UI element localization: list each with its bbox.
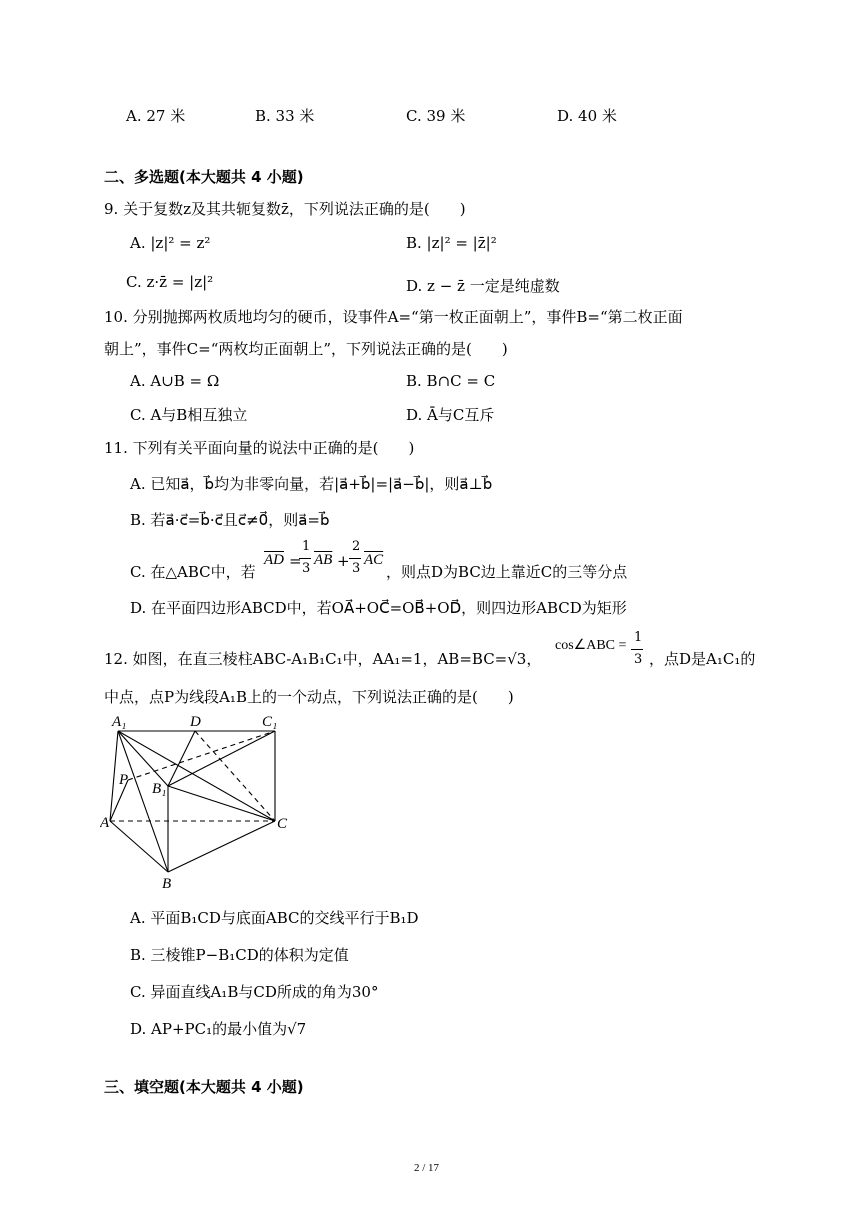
q11-option-a: A. 已知a⃗，b⃗均为非零向量，若|a⃗+b⃗|=|a⃗−b⃗|，则a⃗⊥b⃗ — [130, 475, 493, 493]
q10-option-a: A. A∪B = Ω — [130, 372, 220, 390]
q11-stem: 11. 下列有关平面向量的说法中正确的是( ) — [104, 439, 415, 457]
label-p: P — [119, 772, 129, 788]
fraction-1-denominator: 3 — [302, 561, 311, 576]
equals-sign: = — [289, 552, 302, 570]
edge-a1-a — [110, 731, 118, 821]
section-2-title: 二、多选题(本大题共 4 小题) — [104, 168, 304, 186]
cos-fraction-bar — [631, 649, 643, 650]
q9-option-c: C. z·z̄ = |z|² — [126, 273, 214, 291]
q10-option-b: B. B∩C = C — [406, 372, 496, 390]
label-c1: C₁ — [262, 714, 278, 730]
label-a: A — [100, 815, 110, 831]
q10-option-c: C. A与B相互独立 — [130, 406, 248, 424]
q10-stem-line1: 10. 分别抛掷两枚质地均匀的硬币，设事件A=“第一枚正面朝上”，事件B=“第二枚正面 — [104, 308, 683, 326]
q9-stem: 9. 关于复数z及其共轭复数z̄，下列说法正确的是( ) — [104, 200, 466, 218]
segment-a1-b — [118, 731, 168, 872]
fraction-2-bar — [349, 558, 361, 559]
cos-denominator: 3 — [634, 652, 643, 667]
q12-stem-line1-suffix: ，点D是A₁C₁的 — [649, 650, 756, 668]
plus-sign: + — [337, 552, 350, 570]
q11-option-c-suffix: ，则点D为BC边上靠近C的三等分点 — [386, 563, 628, 581]
vector-ad: $\overline{AD}$ — [264, 552, 284, 568]
q12-option-c: C. 异面直线A₁B与CD所成的角为30° — [130, 983, 379, 1001]
q11-option-b: B. 若a⃗·c⃗=b⃗·c⃗且c⃗≠0⃗，则a⃗=b⃗ — [130, 511, 330, 529]
q8-option-c: C. 39 米 — [406, 107, 466, 125]
section-3-title: 三、填空题(本大题共 4 小题) — [104, 1078, 304, 1096]
label-b: B — [162, 876, 172, 892]
vector-ab: $\overline{AB}$ — [314, 552, 333, 568]
q10-option-d: D. Ā与C互斥 — [406, 406, 495, 424]
cos-lhs: cos∠ABC = — [555, 638, 627, 653]
fraction-1-numerator: 1 — [302, 539, 311, 554]
q12-option-b: B. 三棱锥P−B₁CD的体积为定值 — [130, 946, 349, 964]
q9-option-a: A. |z|² = z² — [130, 234, 211, 252]
q11-option-c-prefix: C. 在△ABC中，若 — [130, 563, 256, 581]
label-a1: A₁ — [112, 714, 127, 730]
vector-ac: $\overline{AC}$ — [364, 552, 384, 568]
cos-numerator: 1 — [634, 630, 643, 645]
q12-stem-line2: 中点，点P为线段A₁B上的一个动点，下列说法正确的是( ) — [104, 688, 514, 706]
label-c: C — [277, 816, 288, 832]
fraction-2-numerator: 2 — [352, 539, 361, 554]
q10-stem-line2: 朝上”，事件C=“两枚均正面朝上”，下列说法正确的是( ) — [104, 340, 508, 358]
q11-option-d: D. 在平面四边形ABCD中，若OA⃗+OC⃗=OB⃗+OD⃗，则四边形ABCD为矩形 — [130, 599, 627, 617]
prism-figure — [100, 710, 300, 895]
q8-option-d: D. 40 米 — [557, 107, 617, 125]
q9-option-d: D. z − z̄ 一定是纯虚数 — [406, 277, 560, 295]
label-d: D — [190, 714, 201, 730]
page-number: 2 / 17 — [414, 1162, 440, 1174]
q12-option-d: D. AP+PC₁的最小值为√7 — [130, 1020, 307, 1038]
q8-option-a: A. 27 米 — [126, 107, 186, 125]
q9-option-b: B. |z|² = |z̄|² — [406, 234, 497, 252]
fraction-1-bar — [299, 558, 311, 559]
edge-b-c — [168, 821, 275, 872]
label-b1: B₁ — [152, 781, 167, 797]
segment-b1-c — [168, 786, 275, 821]
q12-option-a: A. 平面B₁CD与底面ABC的交线平行于B₁D — [130, 909, 419, 927]
edge-b1-c1 — [168, 731, 275, 786]
q8-option-b: B. 33 米 — [255, 107, 315, 125]
fraction-2-denominator: 3 — [352, 561, 361, 576]
q12-stem-line1-prefix: 12. 如图，在直三棱柱ABC-A₁B₁C₁中，AA₁=1，AB=BC=√3， — [104, 650, 542, 668]
segment-a1-c — [118, 731, 275, 821]
